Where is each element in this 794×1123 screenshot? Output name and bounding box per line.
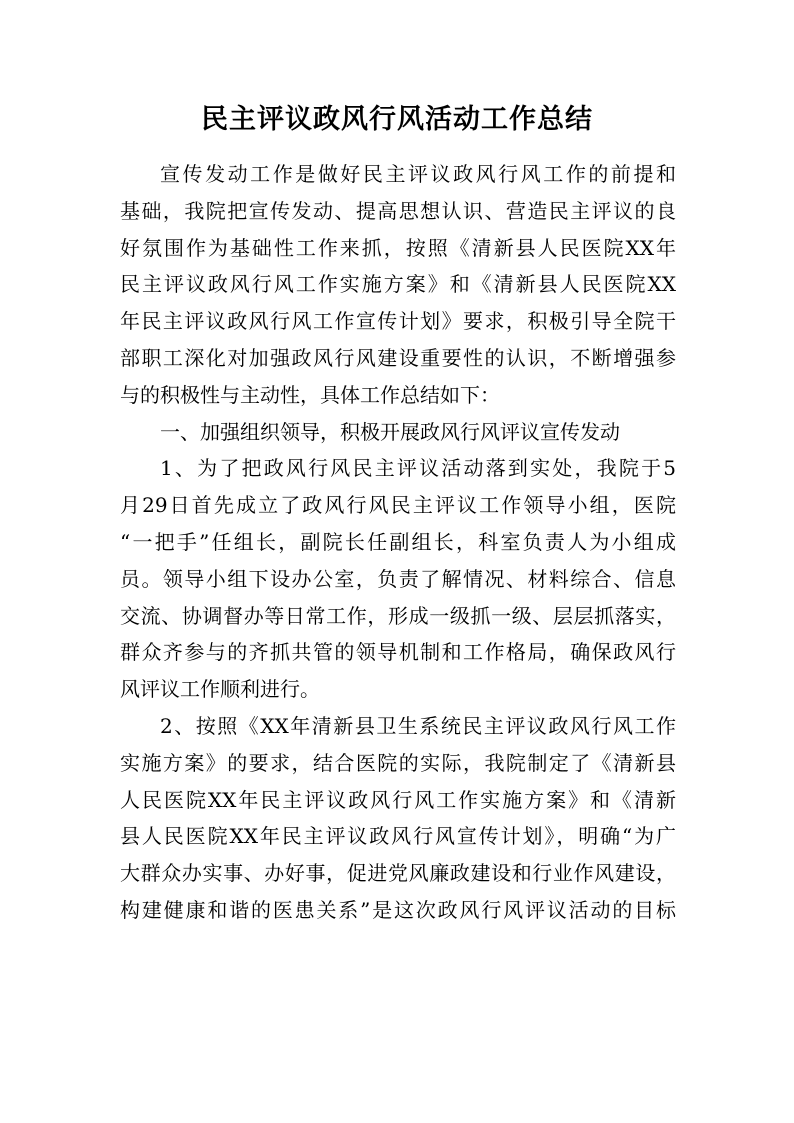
paragraph-line: 风评议工作顺利进行。 [120,677,320,702]
paragraph-line: 交流、协调督办等日常工作，形成一级抓一级、层层抓落实， [120,603,676,628]
paragraph-line: 民主评议政风行风工作实施方案》和《清新县人民医院XX [120,272,676,297]
paragraph-line: 县人民医院XX年民主评议政风行风宣传计划》，明确“为广 [120,824,676,849]
paragraph-line: 月29日首先成立了政风行风民主评议工作领导小组，医院 [120,493,676,518]
paragraph-line: 员。领导小组下设办公室，负责了解情况、材料综合、信息 [120,566,676,591]
paragraph-line: 2、按照《XX年清新县卫生系统民主评议政风行风工作 [160,713,676,738]
paragraph-line: 好氛围作为基础性工作来抓，按照《清新县人民医院XX年 [120,235,676,260]
document-title: 民主评议政风行风活动工作总结 [201,104,593,135]
paragraph-line: 1、为了把政风行风民主评议活动落到实处，我院于5 [160,456,676,481]
paragraph-line: 与的积极性与主动性，具体工作总结如下： [120,382,500,407]
paragraph-line: 构建健康和谐的医患关系”是这次政风行风评议活动的目标 [120,897,676,922]
paragraph-line: 实施方案》的要求，结合医院的实际，我院制定了《清新县 [120,750,676,775]
paragraph-line: 部职工深化对加强政风行风建设重要性的认识，不断增强参 [120,345,676,370]
paragraph-line: 大群众办实事、办好事，促进党风廉政建设和行业作风建设， [120,861,676,886]
paragraph-line: 宣传发动工作是做好民主评议政风行风工作的前提和 [160,162,676,186]
paragraph-line: 群众齐参与的齐抓共管的领导机制和工作格局，确保政风行 [120,640,676,665]
paragraph-line: 基础，我院把宣传发动、提高思想认识、营造民主评议的良 [120,198,676,223]
paragraph-line: 年民主评议政风行风工作宣传计划》要求，积极引导全院干 [120,309,676,334]
section-heading: 一、加强组织领导，积极开展政风行风评议宣传发动 [160,419,620,444]
paragraph-line: “一把手”任组长，副院长任副组长，科室负责人为小组成 [120,529,676,554]
document-body [120,156,676,929]
paragraph-line: 人民医院XX年民主评议政风行风工作实施方案》和《清新 [120,787,676,812]
